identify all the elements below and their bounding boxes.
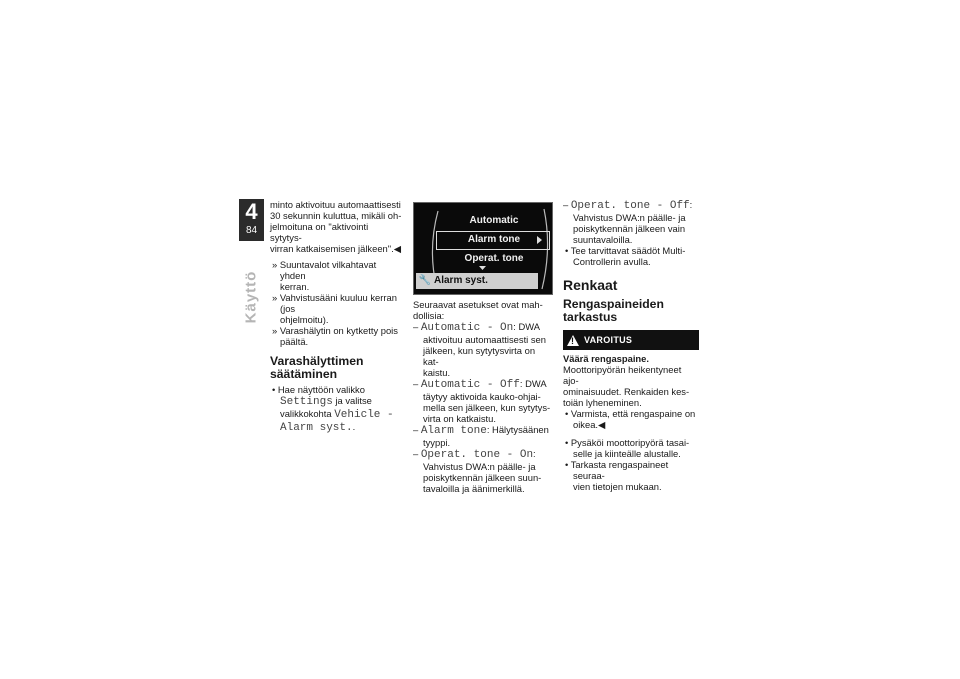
step-item: • Varmista, että rengaspaine on oikea.◀ xyxy=(565,408,696,430)
menu-screenshot xyxy=(413,202,553,295)
warning-label: VAROITUS xyxy=(584,334,633,345)
step-item: • Tarkasta rengaspaineet seuraa- vien tietojen mukaan. xyxy=(565,459,669,492)
page-number: 84 xyxy=(245,225,258,236)
result-item: » Varashälytin on kytketty pois päältä. xyxy=(272,325,398,347)
option-item: – Automatic - On: DWA aktivoituu automaattisesti sen jälkeen, kun sytytysvirta on kat- kaistu. xyxy=(413,321,546,378)
intro-line: minto aktivoituu automaattisesti xyxy=(270,199,401,210)
option-item: – Operat. tone - Off: Vahvistus DWA:n päälle- ja poiskytkennän jälkeen vain suuntavaloilla. xyxy=(563,199,693,245)
menu-code: Settings xyxy=(280,396,333,408)
step-item: • Pysäköi moottoripyörä tasai- selle ja kiinteälle alustalle. xyxy=(565,437,690,459)
column-3 xyxy=(563,199,699,492)
column-2 xyxy=(413,299,553,494)
chapter-marker xyxy=(239,199,264,241)
side-tab-label: Käyttö xyxy=(242,270,260,324)
section-heading-main: Renkaat xyxy=(563,277,618,293)
result-item: » Vahvistusääni kuuluu kerran (jos ohjelmoitu). xyxy=(272,292,397,325)
warning-bar xyxy=(563,330,699,350)
warning-text: Moottoripyörän heikentyneet ajo- ominaisuudet. Renkaiden kes- toiän lyheneminen. xyxy=(563,364,690,408)
column-1 xyxy=(270,199,402,434)
options-intro: Seuraavat asetukset ovat mah- dollisia: xyxy=(413,299,543,321)
step-item: • Tee tarvittavat säädöt Multi- Controllerin avulla. xyxy=(565,245,686,267)
result-item: » Suuntavalot vilkahtavat yhden kerran. xyxy=(272,259,377,292)
intro-line: jelmoituna on "aktivointi sytytys- xyxy=(270,221,369,243)
down-arrow-icon xyxy=(479,266,486,270)
step-item: • Hae näyttöön valikko Settings ja valitse valikkokohta Vehicle - Alarm syst.. xyxy=(272,384,394,434)
warning-title: Väärä rengaspaine. xyxy=(563,353,649,364)
menu-code: Alarm syst. xyxy=(280,422,353,434)
menu-item: Operat. tone xyxy=(464,253,524,264)
option-item: – Automatic - Off: DWA täytyy aktivoida kauko-ohjai- mella sen jälkeen, kun sytytys- virta on katkaistu. xyxy=(413,378,551,424)
menu-item: Automatic xyxy=(469,215,519,226)
side-tab xyxy=(236,262,266,332)
intro-line: virran katkaisemisen jälkeen".◀ xyxy=(270,243,401,254)
chapter-number: 4 xyxy=(245,199,258,224)
warning-icon xyxy=(567,335,579,346)
intro-line: 30 sekunnin kuluttua, mikäli oh- xyxy=(270,210,402,221)
option-item: – Alarm tone: Hälytysäänen tyyppi. xyxy=(413,424,549,448)
wrench-icon: 🔧 xyxy=(418,275,432,286)
menu-item: Alarm tone xyxy=(467,234,521,245)
section-heading: Varashälyttimen säätäminen xyxy=(270,354,364,381)
result-list xyxy=(270,259,402,347)
section-heading: Rengaspaineiden tarkastus xyxy=(563,297,664,324)
option-item: – Operat. tone - On: Vahvistus DWA:n päälle- ja poiskytkennän jälkeen suun- tavaloilla ja äänimerkillä. xyxy=(413,448,542,494)
menu-footer: 🔧 Alarm syst. xyxy=(416,273,538,289)
menu-code: Vehicle - xyxy=(334,409,394,421)
